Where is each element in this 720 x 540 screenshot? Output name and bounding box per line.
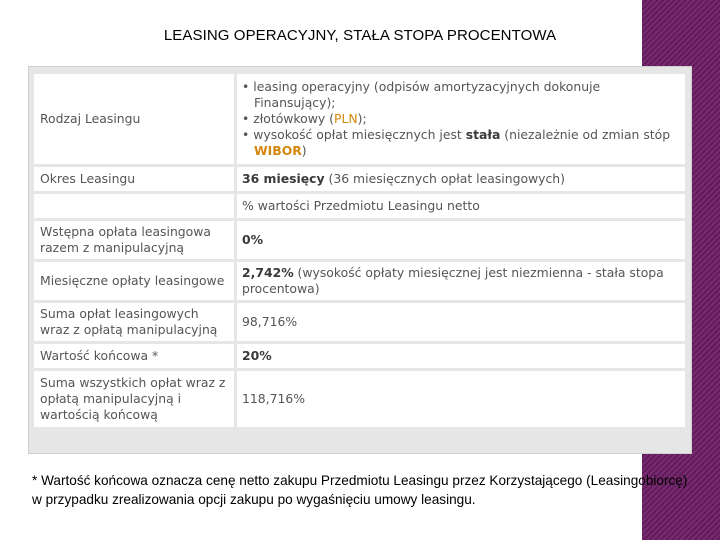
table-row — [34, 262, 685, 300]
row-label-suma: Suma opłat leasingowych wraz z opłatą manipulacyjną — [34, 303, 237, 341]
bullet-item: • leasing operacyjny (odpisów amortyzacyjnych dokonuje Finansujący); — [242, 79, 601, 110]
value-text: (36 miesięcznych opłat leasingowych) — [324, 171, 565, 186]
table-row — [34, 221, 685, 259]
value-text: (wysokość opłaty miesięcznej jest niezmienna - stała stopa procentowa) — [242, 265, 664, 296]
row-label-koncowa: Wartość końcowa * — [34, 344, 237, 368]
bullet-item: • wysokość opłat miesięcznych jest stała (niezależnie od zmian stóp WIBOR) — [242, 127, 671, 158]
bullet-text: złotówkowy ( — [253, 111, 334, 126]
row-label-empty — [34, 194, 237, 218]
bullet-item: • złotówkowy (PLN); — [242, 111, 367, 126]
leasing-table-container — [28, 66, 692, 454]
row-label-miesieczne: Miesięczne opłaty leasingowe — [34, 262, 237, 300]
page-title: LEASING OPERACYJNY, STAŁA STOPA PROCENTOWA — [163, 27, 557, 44]
row-label-okres: Okres Leasingu — [34, 167, 237, 191]
bold-text: 2,742% — [242, 265, 294, 280]
wibor-highlight: WIBOR — [254, 143, 302, 158]
table-row — [34, 74, 685, 164]
table-row — [34, 344, 685, 368]
table-row — [34, 167, 685, 191]
row-label-wstepna: Wstępna opłata leasingowa razem z manipulacyjną — [34, 221, 237, 259]
row-value-wstepna: 0% — [237, 221, 685, 259]
bullet-text: ) — [301, 143, 307, 158]
row-value-okres — [237, 167, 685, 191]
table-row — [34, 194, 685, 218]
footnote: * Wartość końcowa oznacza cenę netto zakupu Przedmiotu Leasingu przez Korzystającego (Leasingobiorcę) w przypadku zrealizowania opcji zakupu po wygaśnięciu umowy leasingu. — [32, 473, 688, 507]
bullet-text: wysokość opłat miesięcznych jest — [253, 127, 466, 142]
row-label-rodzaj: Rodzaj Leasingu — [34, 74, 237, 164]
row-value-suma: 98,716% — [237, 303, 685, 341]
bullet-text: leasing operacyjny (odpisów amortyzacyjnych dokonuje Finansujący); — [253, 79, 601, 110]
table-row — [34, 303, 685, 341]
row-value-suma-all: 118,716% — [237, 371, 685, 427]
row-value-koncowa: 20% — [237, 344, 685, 368]
bold-text: 36 miesięcy — [242, 171, 325, 186]
leasing-table — [34, 71, 685, 430]
row-value-miesieczne — [237, 262, 685, 300]
table-row — [34, 371, 685, 427]
bullet-text: (niezależnie od zmian stóp — [500, 127, 671, 142]
column-header-percent: % wartości Przedmiotu Leasingu netto — [237, 194, 685, 218]
bold-text: stała — [465, 127, 501, 142]
bullet-text: ); — [357, 111, 367, 126]
pln-highlight: PLN — [333, 111, 358, 126]
row-value-rodzaj — [237, 74, 685, 164]
row-label-suma-all: Suma wszystkich opłat wraz z opłatą manipulacyjną i wartością końcową — [34, 371, 237, 427]
